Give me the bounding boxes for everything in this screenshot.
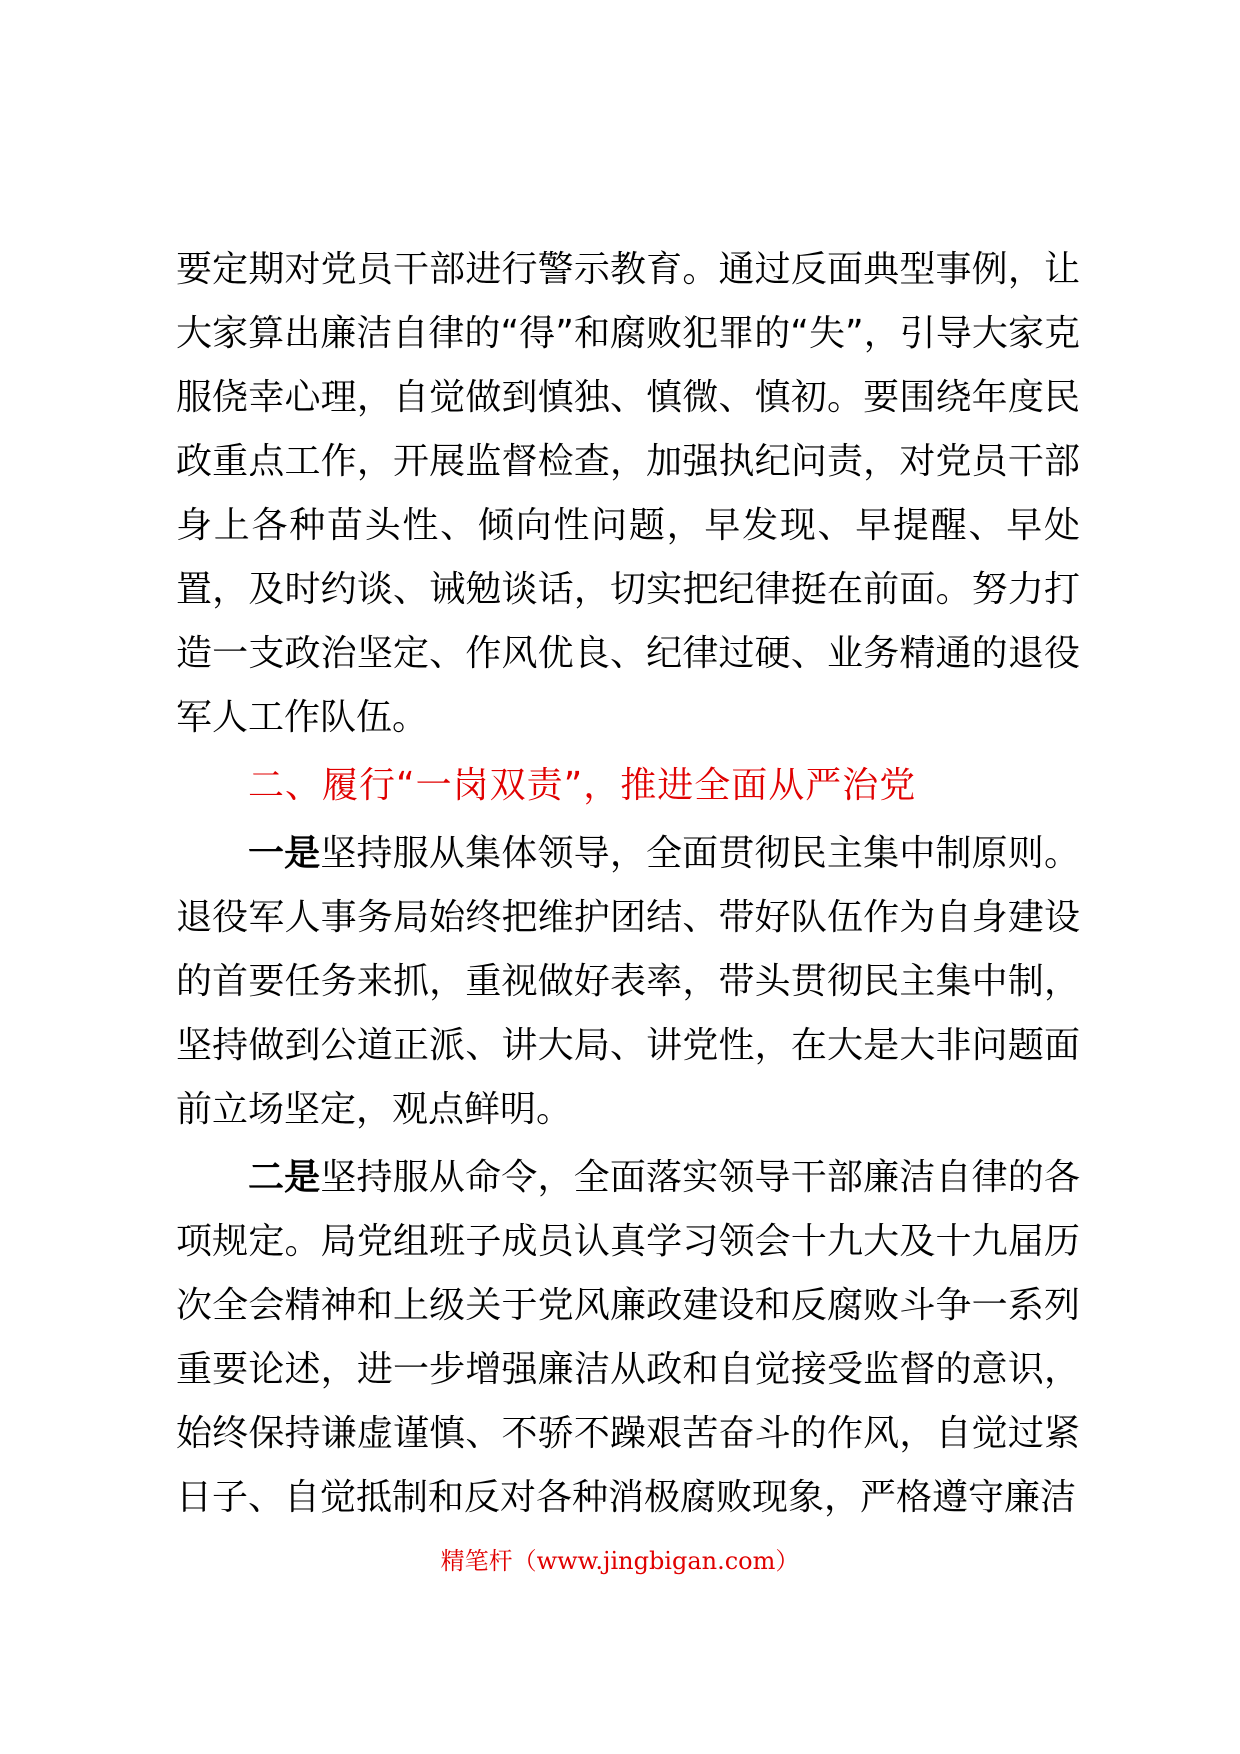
paragraph-warning-education: 要定期对党员干部进行警示教育。通过反面典型事例，让大家算出廉洁自律的“得”和腐败犯罪的“失”，引导大家克服侥幸心理，自觉做到慎独、慎微、慎初。要围绕年度民政重点工作，开展监督检查，加强执纪问责，对党员干部身上各种苗头性、倾向性问题，早发现、早提醒、早处置，及时约谈、诫勉谈话，切实把纪律挺在前面。努力打造一支政治坚定、作风优良、纪律过硬、业务精通的退役军人工作队伍。 [176,249,1080,738]
document-body [176,238,1080,1530]
point-two-lead: 二是 [248,1157,321,1198]
point-one-text: 坚持服从集体领导，全面贯彻民主集中制原则。退役军人事务局始终把维护团结、带好队伍作为自身建设的首要任务来抓，重视做好表率，带头贯彻民主集中制，坚持做到公道正派、讲大局、讲党性，在大是大非问题面前立场坚定，观点鲜明。 [176,833,1080,1130]
section-heading: 二、履行“一岗双责”，推进全面从严治党 [248,765,917,806]
paragraph-point-one [176,822,1080,1142]
paragraph-point-two [176,1146,1080,1530]
point-two-text: 坚持服从命令，全面落实领导干部廉洁自律的各项规定。局党组班子成员认真学习领会十九大及十九届历次全会精神和上级关于党风廉政建设和反腐败斗争一系列重要论述，进一步增强廉洁从政和自觉接受监督的意识，始终保持谦虚谨慎、不骄不躁艰苦奋斗的作风，自觉过紧日子、自觉抵制和反对各种消极腐败现象，严格遵守廉洁 [176,1157,1080,1518]
point-one-lead: 一是 [248,833,321,874]
footer-watermark: 精笔杆（www.jingbigan.com） [440,1547,800,1575]
